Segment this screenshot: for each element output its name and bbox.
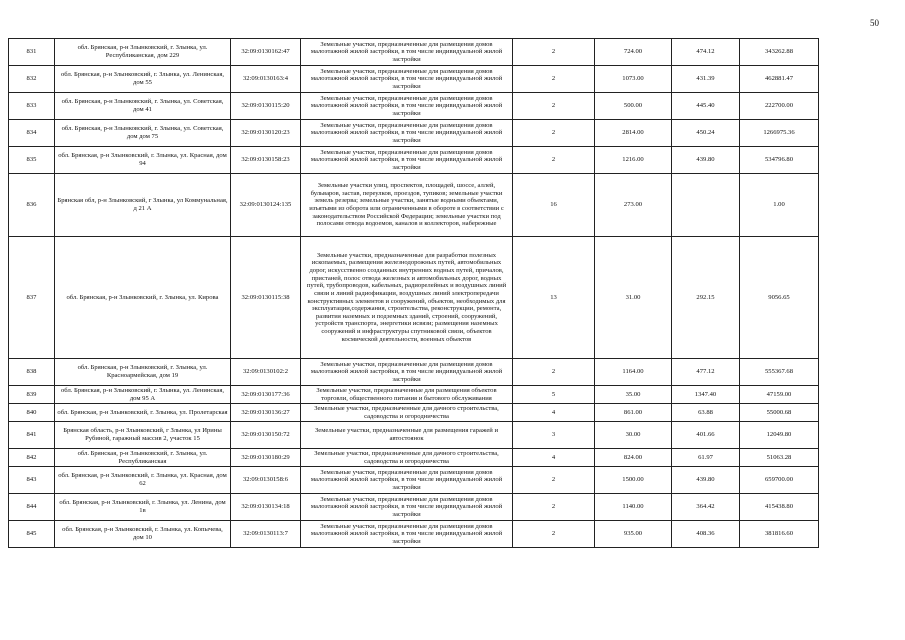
category-cell: 13 <box>513 237 595 359</box>
table-row <box>9 449 889 467</box>
cadastral-number-cell: 32:09:0130163:4 <box>231 66 301 93</box>
row-number: 833 <box>9 93 55 120</box>
cadastral-number-cell: 32:09:0130158:23 <box>231 147 301 174</box>
price-cell: 401.66 <box>672 422 740 449</box>
land-use-cell: Земельные участки, предназначенные для размещения домов малоэтажной жилой застройки, в том числе индивидуальной жилой застройки <box>301 359 513 386</box>
blank-margin-cell <box>819 521 889 548</box>
price-cell: 408.36 <box>672 521 740 548</box>
cadastral-value-cell: 555367.68 <box>740 359 819 386</box>
land-use-cell: Земельные участки, предназначенные для размещения домов малоэтажной жилой застройки, в том числе индивидуальной жилой застройки <box>301 147 513 174</box>
blank-margin-cell <box>819 386 889 404</box>
cadastral-value-cell: 381816.60 <box>740 521 819 548</box>
area-cell: 861.00 <box>595 404 672 422</box>
address-cell: обл. Брянская, р-н Злынковский, г. Злынка, ул. Республиканская, дом 229 <box>55 39 231 66</box>
price-cell: 1347.40 <box>672 386 740 404</box>
blank-margin-cell <box>819 404 889 422</box>
blank-margin-cell <box>819 120 889 147</box>
address-cell: обл. Брянская, р-н Злынковский, г. Злынка, ул. Советская, дом дом 75 <box>55 120 231 147</box>
cadastral-value-cell: 415438.80 <box>740 494 819 521</box>
land-use-cell: Земельные участки, предназначенные для размещения объектов торговли, общественного питания и бытового обслуживания <box>301 386 513 404</box>
price-cell: 445.40 <box>672 93 740 120</box>
price-cell: 431.39 <box>672 66 740 93</box>
price-cell: 61.97 <box>672 449 740 467</box>
blank-margin-cell <box>819 422 889 449</box>
cadastral-value-cell: 9056.65 <box>740 237 819 359</box>
address-cell: обл. Брянская, р-н Злынковский, г. Злынка, ул. Ленинская, дом 55 <box>55 66 231 93</box>
category-cell: 2 <box>513 494 595 521</box>
row-number: 835 <box>9 147 55 174</box>
row-number: 831 <box>9 39 55 66</box>
row-number: 840 <box>9 404 55 422</box>
blank-margin-cell <box>819 147 889 174</box>
page-number: 50 <box>870 18 879 28</box>
address-cell: обл. Брянская, р-н Злынковский, г. Злынка, ул. Копычева, дом 10 <box>55 521 231 548</box>
area-cell: 2814.00 <box>595 120 672 147</box>
category-cell: 4 <box>513 449 595 467</box>
category-cell: 2 <box>513 147 595 174</box>
price-cell: 477.12 <box>672 359 740 386</box>
price-cell: 439.80 <box>672 467 740 494</box>
area-cell: 30.00 <box>595 422 672 449</box>
table-row <box>9 120 889 147</box>
row-number: 832 <box>9 66 55 93</box>
address-cell: Брянская область, р-н Злынковский, г Злынка, ул Ирины Рубиной, гаражный массив 2, участок 15 <box>55 422 231 449</box>
row-number: 843 <box>9 467 55 494</box>
row-number: 842 <box>9 449 55 467</box>
table-row <box>9 521 889 548</box>
address-cell: обл. Брянская, р-н Злынковский, г. Злынка, ул. Красная, дом 94 <box>55 147 231 174</box>
table-row <box>9 237 889 359</box>
blank-margin-cell <box>819 237 889 359</box>
area-cell: 1140.00 <box>595 494 672 521</box>
table-row <box>9 467 889 494</box>
table-row <box>9 494 889 521</box>
cadastral-value-cell: 51063.28 <box>740 449 819 467</box>
address-cell: обл. Брянская, р-н Злынковский, г. Злынка, ул. Ленинская, дом 95 А <box>55 386 231 404</box>
cadastral-value-cell: 534796.80 <box>740 147 819 174</box>
table-row <box>9 174 889 237</box>
address-cell: обл. Брянская, р-н Злынковский, г. Злынка, ул. Советская, дом 41 <box>55 93 231 120</box>
land-use-cell: Земельные участки, предназначенные для дачного строительства, садоводства и огородничества <box>301 449 513 467</box>
table-row <box>9 404 889 422</box>
category-cell: 4 <box>513 404 595 422</box>
area-cell: 824.00 <box>595 449 672 467</box>
cadastral-value-cell: 47159.00 <box>740 386 819 404</box>
blank-margin-cell <box>819 359 889 386</box>
land-use-cell: Земельные участки, предназначенные для размещения домов малоэтажной жилой застройки, в том числе индивидуальной жилой застройки <box>301 120 513 147</box>
blank-margin-cell <box>819 467 889 494</box>
cadastral-number-cell: 32:09:0130113:7 <box>231 521 301 548</box>
price-cell: 474.12 <box>672 39 740 66</box>
row-number: 839 <box>9 386 55 404</box>
blank-margin-cell <box>819 174 889 237</box>
address-cell: обл. Брянская, р-н Злынковский, г. Злынка, ул. Ленина, дом 1в <box>55 494 231 521</box>
land-use-cell: Земельные участки, предназначенные для дачного строительства, садоводства и огородничества <box>301 404 513 422</box>
land-use-cell: Земельные участки, предназначенные для размещения домов малоэтажной жилой застройки, в том числе индивидуальной жилой застройки <box>301 39 513 66</box>
table-row <box>9 39 889 66</box>
row-number: 837 <box>9 237 55 359</box>
cadastral-value-cell: 462881.47 <box>740 66 819 93</box>
land-use-cell: Земельные участки, предназначенные для размещения домов малоэтажной жилой застройки, в том числе индивидуальной жилой застройки <box>301 521 513 548</box>
cadastral-number-cell: 32:09:0130158:6 <box>231 467 301 494</box>
area-cell: 935.00 <box>595 521 672 548</box>
land-use-cell: Земельные участки, предназначенные для разработки полезных ископаемых, размещения железнодорожных путей, автомобильных дорог, искусственно созданных внутренних водных путей, причалов, пристаней, полос отвода железных и автомобильных дорог, водных путей, трубопроводов, кабельных, радиорелейных и воздушных линий связи и линий радиофикации, воздушных линий электропередачи конструктивных элементов и сооружений, объектов, необходимых для эксплуатации,содержания, строительства, реконструкции, ремонта, развития наземных и подземных зданий, строений, сооружений, устройств транспорта, энергетики исвязи; размещения наземных сооружений и инфраструктуры спутниковой связи, объектов космической деятельности, военных объектов <box>301 237 513 359</box>
area-cell: 724.00 <box>595 39 672 66</box>
cadastral-value-cell: 222700.00 <box>740 93 819 120</box>
row-number: 845 <box>9 521 55 548</box>
table-row <box>9 66 889 93</box>
blank-margin-cell <box>819 494 889 521</box>
price-cell: 63.88 <box>672 404 740 422</box>
land-use-cell: Земельные участки, предназначенные для размещения домов малоэтажной жилой застройки, в том числе индивидуальной жилой застройки <box>301 494 513 521</box>
cadastral-number-cell: 32:09:0130177:36 <box>231 386 301 404</box>
table-row <box>9 422 889 449</box>
area-cell: 35.00 <box>595 386 672 404</box>
table-body <box>9 39 889 548</box>
cadastral-number-cell: 32:09:0130150:72 <box>231 422 301 449</box>
cadastral-value-cell: 1266975.36 <box>740 120 819 147</box>
area-cell: 31.00 <box>595 237 672 359</box>
category-cell: 2 <box>513 93 595 120</box>
land-registry-table <box>8 38 889 548</box>
price-cell: 364.42 <box>672 494 740 521</box>
address-cell: Брянская обл, р-н Злынковский, г Злынка, ул Коммунальная, д 21 А <box>55 174 231 237</box>
blank-margin-cell <box>819 93 889 120</box>
category-cell: 2 <box>513 39 595 66</box>
blank-margin-cell <box>819 39 889 66</box>
address-cell: обл. Брянская, р-н Злынковский, г. Злынка, ул. Кирова <box>55 237 231 359</box>
row-number: 844 <box>9 494 55 521</box>
area-cell: 1500.00 <box>595 467 672 494</box>
area-cell: 273.00 <box>595 174 672 237</box>
land-use-cell: Земельные участки, предназначенные для размещения домов малоэтажной жилой застройки, в том числе индивидуальной жилой застройки <box>301 467 513 494</box>
price-cell: 292.15 <box>672 237 740 359</box>
table-row <box>9 147 889 174</box>
category-cell: 2 <box>513 359 595 386</box>
address-cell: обл. Брянская, р-н Злынковский, г. Злынка, ул. Красная, дом 62 <box>55 467 231 494</box>
cadastral-number-cell: 32:09:0130136:27 <box>231 404 301 422</box>
row-number: 834 <box>9 120 55 147</box>
cadastral-number-cell: 32:09:0130124:135 <box>231 174 301 237</box>
cadastral-number-cell: 32:09:0130120:23 <box>231 120 301 147</box>
category-cell: 5 <box>513 386 595 404</box>
category-cell: 2 <box>513 120 595 147</box>
category-cell: 16 <box>513 174 595 237</box>
land-use-cell: Земельные участки улиц, проспектов, площадей, шоссе, аллей, бульваров, застав, переулков, проездов, тупиков; земельные участки земель резерва; земельные участки, занятые водными объектами, изъятыми из оборота или ограниченными в обороте в соответствии с законодательством Российской Федерации; земельные участки под полосами отвода водоемов, каналов и коллекторов, набережные <box>301 174 513 237</box>
cadastral-value-cell: 343262.88 <box>740 39 819 66</box>
address-cell: обл. Брянская, р-н Злынковский, г. Злынка, ул. Республиканская <box>55 449 231 467</box>
land-use-cell: Земельные участки, предназначенные для размещения домов малоэтажной жилой застройки, в том числе индивидуальной жилой застройки <box>301 66 513 93</box>
blank-margin-cell <box>819 449 889 467</box>
cadastral-number-cell: 32:09:0130180:29 <box>231 449 301 467</box>
cadastral-number-cell: 32:09:0130115:20 <box>231 93 301 120</box>
category-cell: 2 <box>513 66 595 93</box>
cadastral-number-cell: 32:09:0130102:2 <box>231 359 301 386</box>
address-cell: обл. Брянская, р-н Злынковский, г. Злынка, ул. Пролетарская <box>55 404 231 422</box>
cadastral-value-cell: 1.00 <box>740 174 819 237</box>
table-row <box>9 93 889 120</box>
area-cell: 500.00 <box>595 93 672 120</box>
table-row <box>9 359 889 386</box>
row-number: 841 <box>9 422 55 449</box>
cadastral-number-cell: 32:09:0130162:47 <box>231 39 301 66</box>
cadastral-number-cell: 32:09:0130134:18 <box>231 494 301 521</box>
cadastral-value-cell: 659700.00 <box>740 467 819 494</box>
price-cell: 450.24 <box>672 120 740 147</box>
area-cell: 1216.00 <box>595 147 672 174</box>
category-cell: 2 <box>513 521 595 548</box>
cadastral-value-cell: 12049.80 <box>740 422 819 449</box>
price-cell: 439.80 <box>672 147 740 174</box>
table-row <box>9 386 889 404</box>
blank-margin-cell <box>819 66 889 93</box>
address-cell: обл. Брянская, р-н Злынковский, г. Злынка, ул. Красноармейская, дом 19 <box>55 359 231 386</box>
price-cell <box>672 174 740 237</box>
land-use-cell: Земельные участки, предназначенные для размещения гаражей и автостоянок <box>301 422 513 449</box>
area-cell: 1164.00 <box>595 359 672 386</box>
category-cell: 3 <box>513 422 595 449</box>
cadastral-number-cell: 32:09:0130115:38 <box>231 237 301 359</box>
area-cell: 1073.00 <box>595 66 672 93</box>
row-number: 836 <box>9 174 55 237</box>
category-cell: 2 <box>513 467 595 494</box>
row-number: 838 <box>9 359 55 386</box>
cadastral-value-cell: 55000.68 <box>740 404 819 422</box>
land-use-cell: Земельные участки, предназначенные для размещения домов малоэтажной жилой застройки, в том числе индивидуальной жилой застройки <box>301 93 513 120</box>
